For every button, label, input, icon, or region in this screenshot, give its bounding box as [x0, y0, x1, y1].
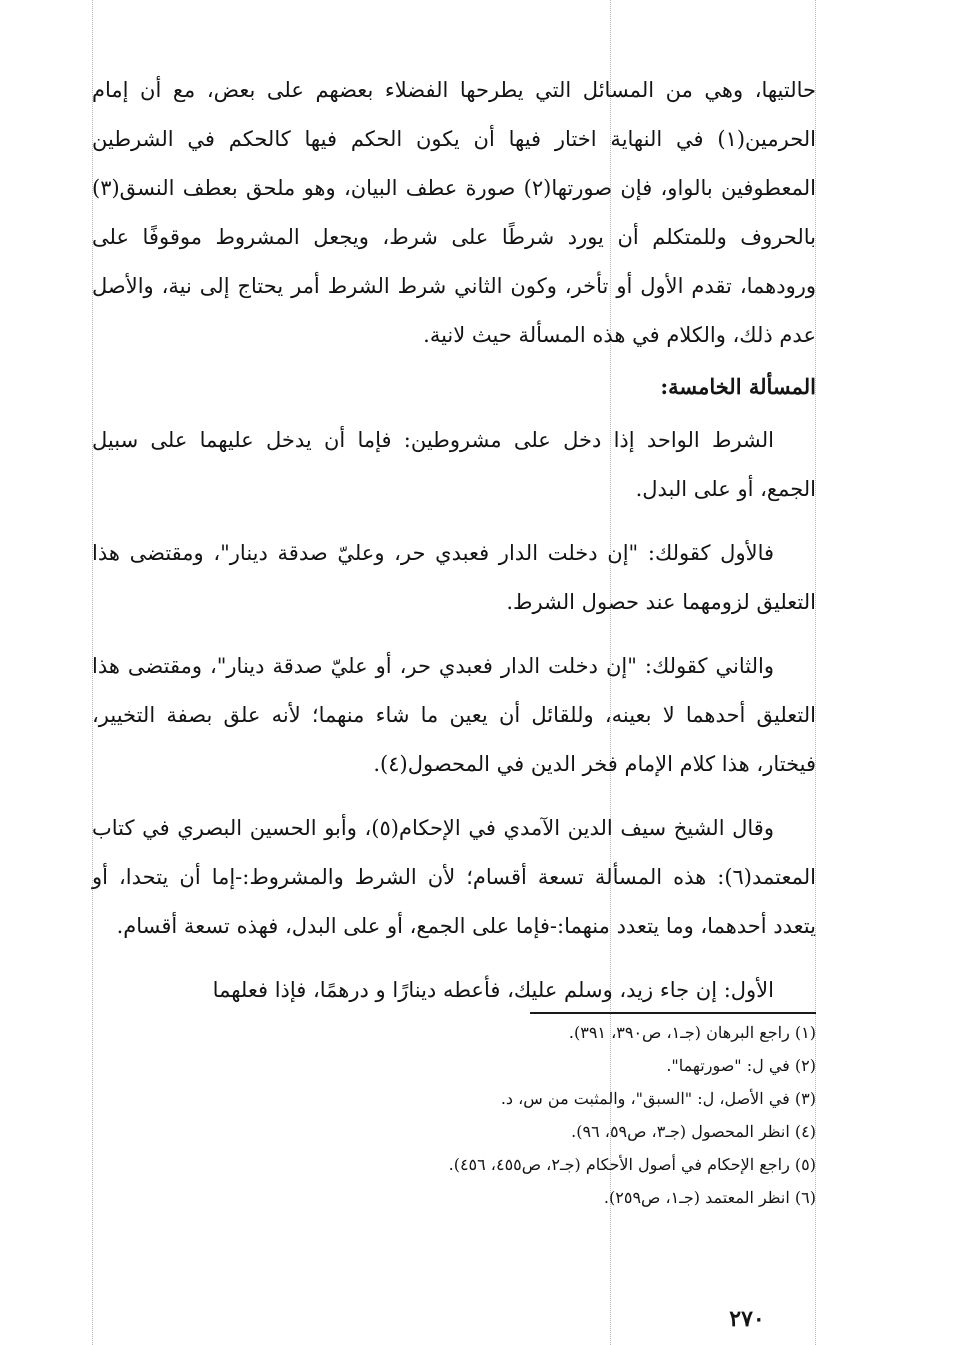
- footnote-separator: [530, 1012, 816, 1014]
- footnote-2: (٢) في ل: "صورتهما".: [666, 1056, 816, 1075]
- paragraph-6: الأول: إن جاء زيد، وسلم عليك، فأعطه دينارًا و درهمًا، فإذا فعلهما: [212, 978, 774, 1002]
- paragraph-4: والثاني كقولك: "إن دخلت الدار فعبدي حر، أو عليّ صدقة دينار"، ومقتضى هذا التعليق أحدهما لا بعينه، وللقائل أن يعين ما شاء منهما؛ لأنه علق بصفة التخيير، فيختار، هذا كلام الإمام فخر الدين في المحصول(٤).: [92, 654, 816, 776]
- paragraph-2: الشرط الواحد إذا دخل على مشروطين: فإما أن يدخل عليهما على سبيل الجمع، أو على البدل.: [92, 428, 816, 501]
- paragraph-5: وقال الشيخ سيف الدين الآمدي في الإحكام(٥)، وأبو الحسين البصري في كتاب المعتمد(٦): هذه المسألة تسعة أقسام؛ لأن الشرط والمشروط:-إما أن يتحدا، أو يتعدد أحدهما، وما يتعدد منهما:-فإما على الجمع، أو على البدل، فهذه تسعة أقسام.: [92, 816, 816, 938]
- section-heading: المسألة الخامسة:: [660, 374, 816, 399]
- page-number: ٢٧٠: [729, 1306, 765, 1332]
- footnote-6: (٦) انظر المعتمد (جـ١، ص٢٥٩).: [603, 1188, 816, 1207]
- paragraph-3: فالأول كقولك: "إن دخلت الدار فعبدي حر، وعليّ صدقة دينار"، ومقتضى هذا التعليق لزومهما عند حصول الشرط.: [92, 541, 816, 614]
- footnote-1: (١) راجع البرهان (جـ١، ص٣٩٠، ٣٩١).: [568, 1023, 816, 1042]
- paragraph-1: حالتيها، وهي من المسائل التي يطرحها الفضلاء بعضهم على بعض، مع أن إمام الحرمين(١) في النهاية اختار فيها أن يكون الحكم فيها كالحكم في الشرطين المعطوفين بالواو، فإن صورتها(٢) صورة عطف البيان، وهو ملحق بعطف النسق(٣) بالحروف وللمتكلم أن يورد شرطًا على شرط، ويجعل المشروط موقوفًا على ورودهما، تقدم الأول أو تأخر، وكون الثاني شرط الشرط أمر يحتاج إلى نية، والأصل عدم ذلك، والكلام في هذه المسألة حيث لانية.: [92, 78, 817, 347]
- footnote-3: (٣) في الأصل، ل: "السبق"، والمثبت من س، د.: [500, 1089, 816, 1108]
- footnotes: [256, 1016, 816, 1214]
- footnote-4: (٤) انظر المحصول (جـ٣، ص٥٩، ٩٦).: [571, 1122, 816, 1141]
- footnote-5: (٥) راجع الإحكام في أصول الأحكام (جـ٢، ص٤٥٥، ٤٥٦).: [448, 1155, 816, 1174]
- page-body: [92, 66, 816, 1015]
